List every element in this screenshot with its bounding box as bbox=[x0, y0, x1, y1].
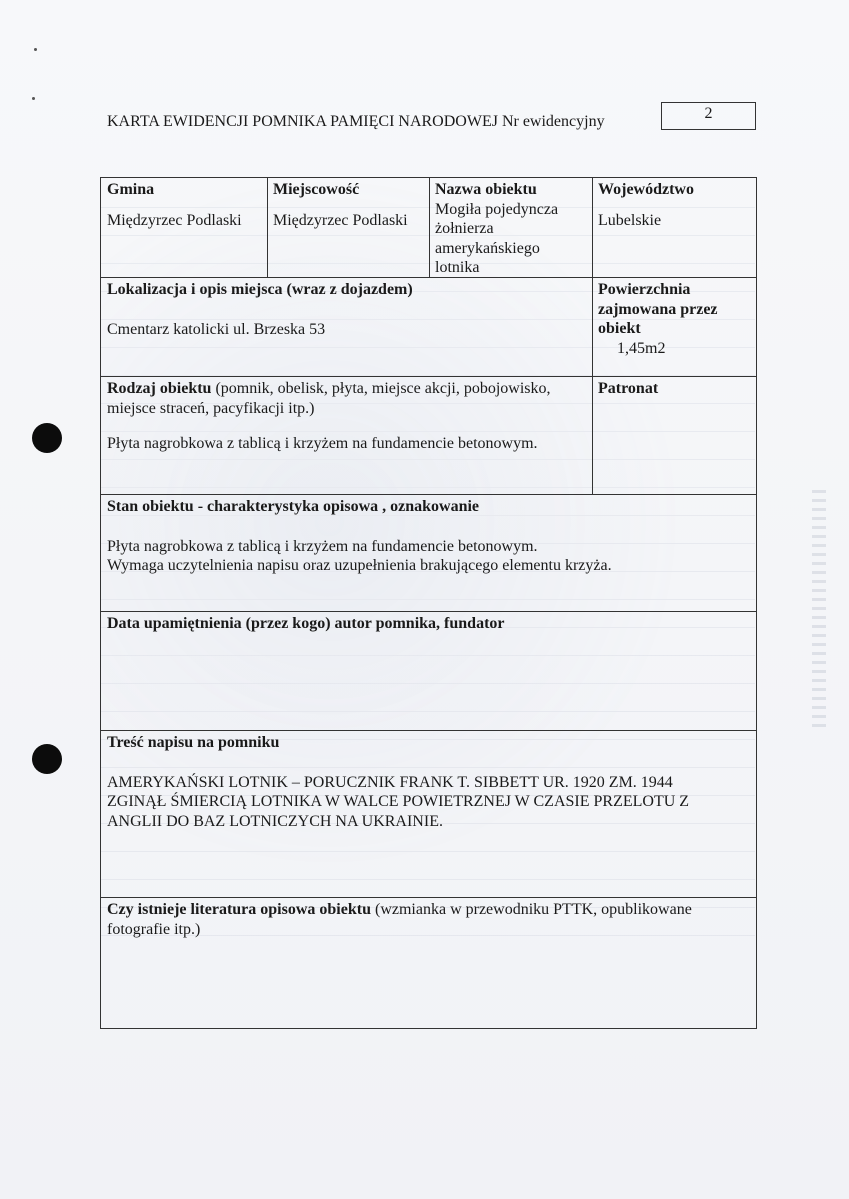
patronat-cell bbox=[592, 379, 756, 399]
tresc-label: Treść napisu na pomniku bbox=[107, 734, 280, 751]
scan-speck bbox=[32, 97, 35, 100]
patronat-label: Patronat bbox=[598, 380, 659, 397]
lokalizacja-cell bbox=[101, 280, 592, 339]
nazwa-value-line: żołnierza bbox=[435, 220, 494, 237]
tresc-value-line: ZGINĄŁ ŚMIERCIĄ LOTNIKA W WALCE POWIETRZNEJ W CZASIE PRZELOTU Z bbox=[107, 793, 690, 810]
tresc-napisu-cell bbox=[101, 733, 756, 831]
edge-marks bbox=[812, 490, 826, 730]
tresc-value-line: ANGLII DO BAZ LOTNICZYCH NA UKRAINIE. bbox=[107, 812, 443, 830]
gmina-value: Międzyrzec Podlaski bbox=[107, 211, 242, 229]
row-divider bbox=[101, 611, 756, 612]
lokalizacja-label: Lokalizacja i opis miejsca (wraz z dojazdem) bbox=[107, 281, 413, 298]
powierzchnia-cell bbox=[592, 280, 756, 358]
nr-ewidencyjny-value: 2 bbox=[704, 105, 713, 122]
row-divider bbox=[101, 494, 756, 495]
row-divider bbox=[101, 730, 756, 731]
stan-obiektu-cell bbox=[101, 497, 756, 576]
literatura-label: Czy istnieje literatura opisowa obiektu bbox=[107, 901, 371, 918]
lokalizacja-value: Cmentarz katolicki ul. Brzeska 53 bbox=[107, 320, 326, 338]
nazwa-value-line: Mogiła pojedyncza bbox=[435, 200, 559, 218]
wojewodztwo-label: Województwo bbox=[598, 181, 694, 198]
scan-speck bbox=[34, 48, 37, 51]
literatura-hint-line: fotografie itp.) bbox=[107, 920, 201, 938]
stan-label: Stan obiektu - charakterystyka opisowa , oznakowanie bbox=[107, 498, 480, 515]
literatura-cell bbox=[101, 900, 756, 939]
data-upamietnienia-label: Data upamiętnienia (przez kogo) autor pomnika, fundator bbox=[107, 615, 505, 632]
wojewodztwo-cell bbox=[592, 180, 756, 230]
punch-hole-top bbox=[32, 423, 62, 453]
powierzchnia-label-line: zajmowana przez bbox=[598, 300, 718, 318]
rodzaj-hint: (pomnik, obelisk, płyta, miejsce akcji, pobojowisko, bbox=[211, 380, 551, 397]
gmina-label: Gmina bbox=[107, 181, 155, 198]
powierzchnia-label-line: Powierzchnia bbox=[598, 281, 691, 298]
data-upamietnienia-cell bbox=[101, 614, 756, 634]
powierzchnia-value: 1,45m2 bbox=[617, 339, 666, 357]
rodzaj-hint-line: miejsce straceń, pacyfikacji itp.) bbox=[107, 399, 315, 417]
stan-value-line: Płyta nagrobkowa z tablicą i krzyżem na fundamencie betonowym. bbox=[107, 537, 538, 555]
punch-hole-bottom bbox=[32, 744, 62, 774]
rodzaj-value: Płyta nagrobkowa z tablicą i krzyżem na fundamencie betonowym. bbox=[107, 435, 538, 452]
wojewodztwo-value: Lubelskie bbox=[598, 211, 662, 229]
nr-ewidencyjny-box bbox=[661, 102, 756, 130]
row-divider bbox=[101, 376, 756, 377]
form-title: KARTA EWIDENCJI POMNIKA PAMIĘCI NARODOWEJ Nr ewidencyjny bbox=[107, 113, 605, 130]
miejscowosc-value: Międzyrzec Podlaski bbox=[273, 211, 408, 229]
gmina-cell bbox=[101, 180, 267, 230]
nazwa-value-line: amerykańskiego bbox=[435, 239, 540, 257]
nazwa-value-line: lotnika bbox=[435, 259, 480, 276]
row-divider bbox=[101, 277, 756, 278]
rodzaj-label: Rodzaj obiektu bbox=[107, 380, 212, 397]
miejscowosc-label: Miejscowość bbox=[273, 181, 360, 198]
nazwa-obiektu-cell bbox=[429, 180, 592, 278]
literatura-hint: (wzmianka w przewodniku PTTK, opublikowane bbox=[370, 901, 692, 918]
nazwa-label: Nazwa obiektu bbox=[435, 181, 537, 198]
tresc-value-line: AMERYKAŃSKI LOTNIK – PORUCZNIK FRANK T. SIBBETT UR. 1920 ZM. 1944 bbox=[107, 773, 673, 791]
row-divider bbox=[101, 897, 756, 898]
miejscowosc-cell bbox=[267, 180, 429, 230]
record-form-table bbox=[100, 177, 757, 1029]
rodzaj-obiektu-cell bbox=[101, 379, 592, 454]
stan-value-line: Wymaga uczytelnienia napisu oraz uzupełnienia brakującego elementu krzyża. bbox=[107, 557, 612, 574]
powierzchnia-label-line: obiekt bbox=[598, 320, 641, 337]
